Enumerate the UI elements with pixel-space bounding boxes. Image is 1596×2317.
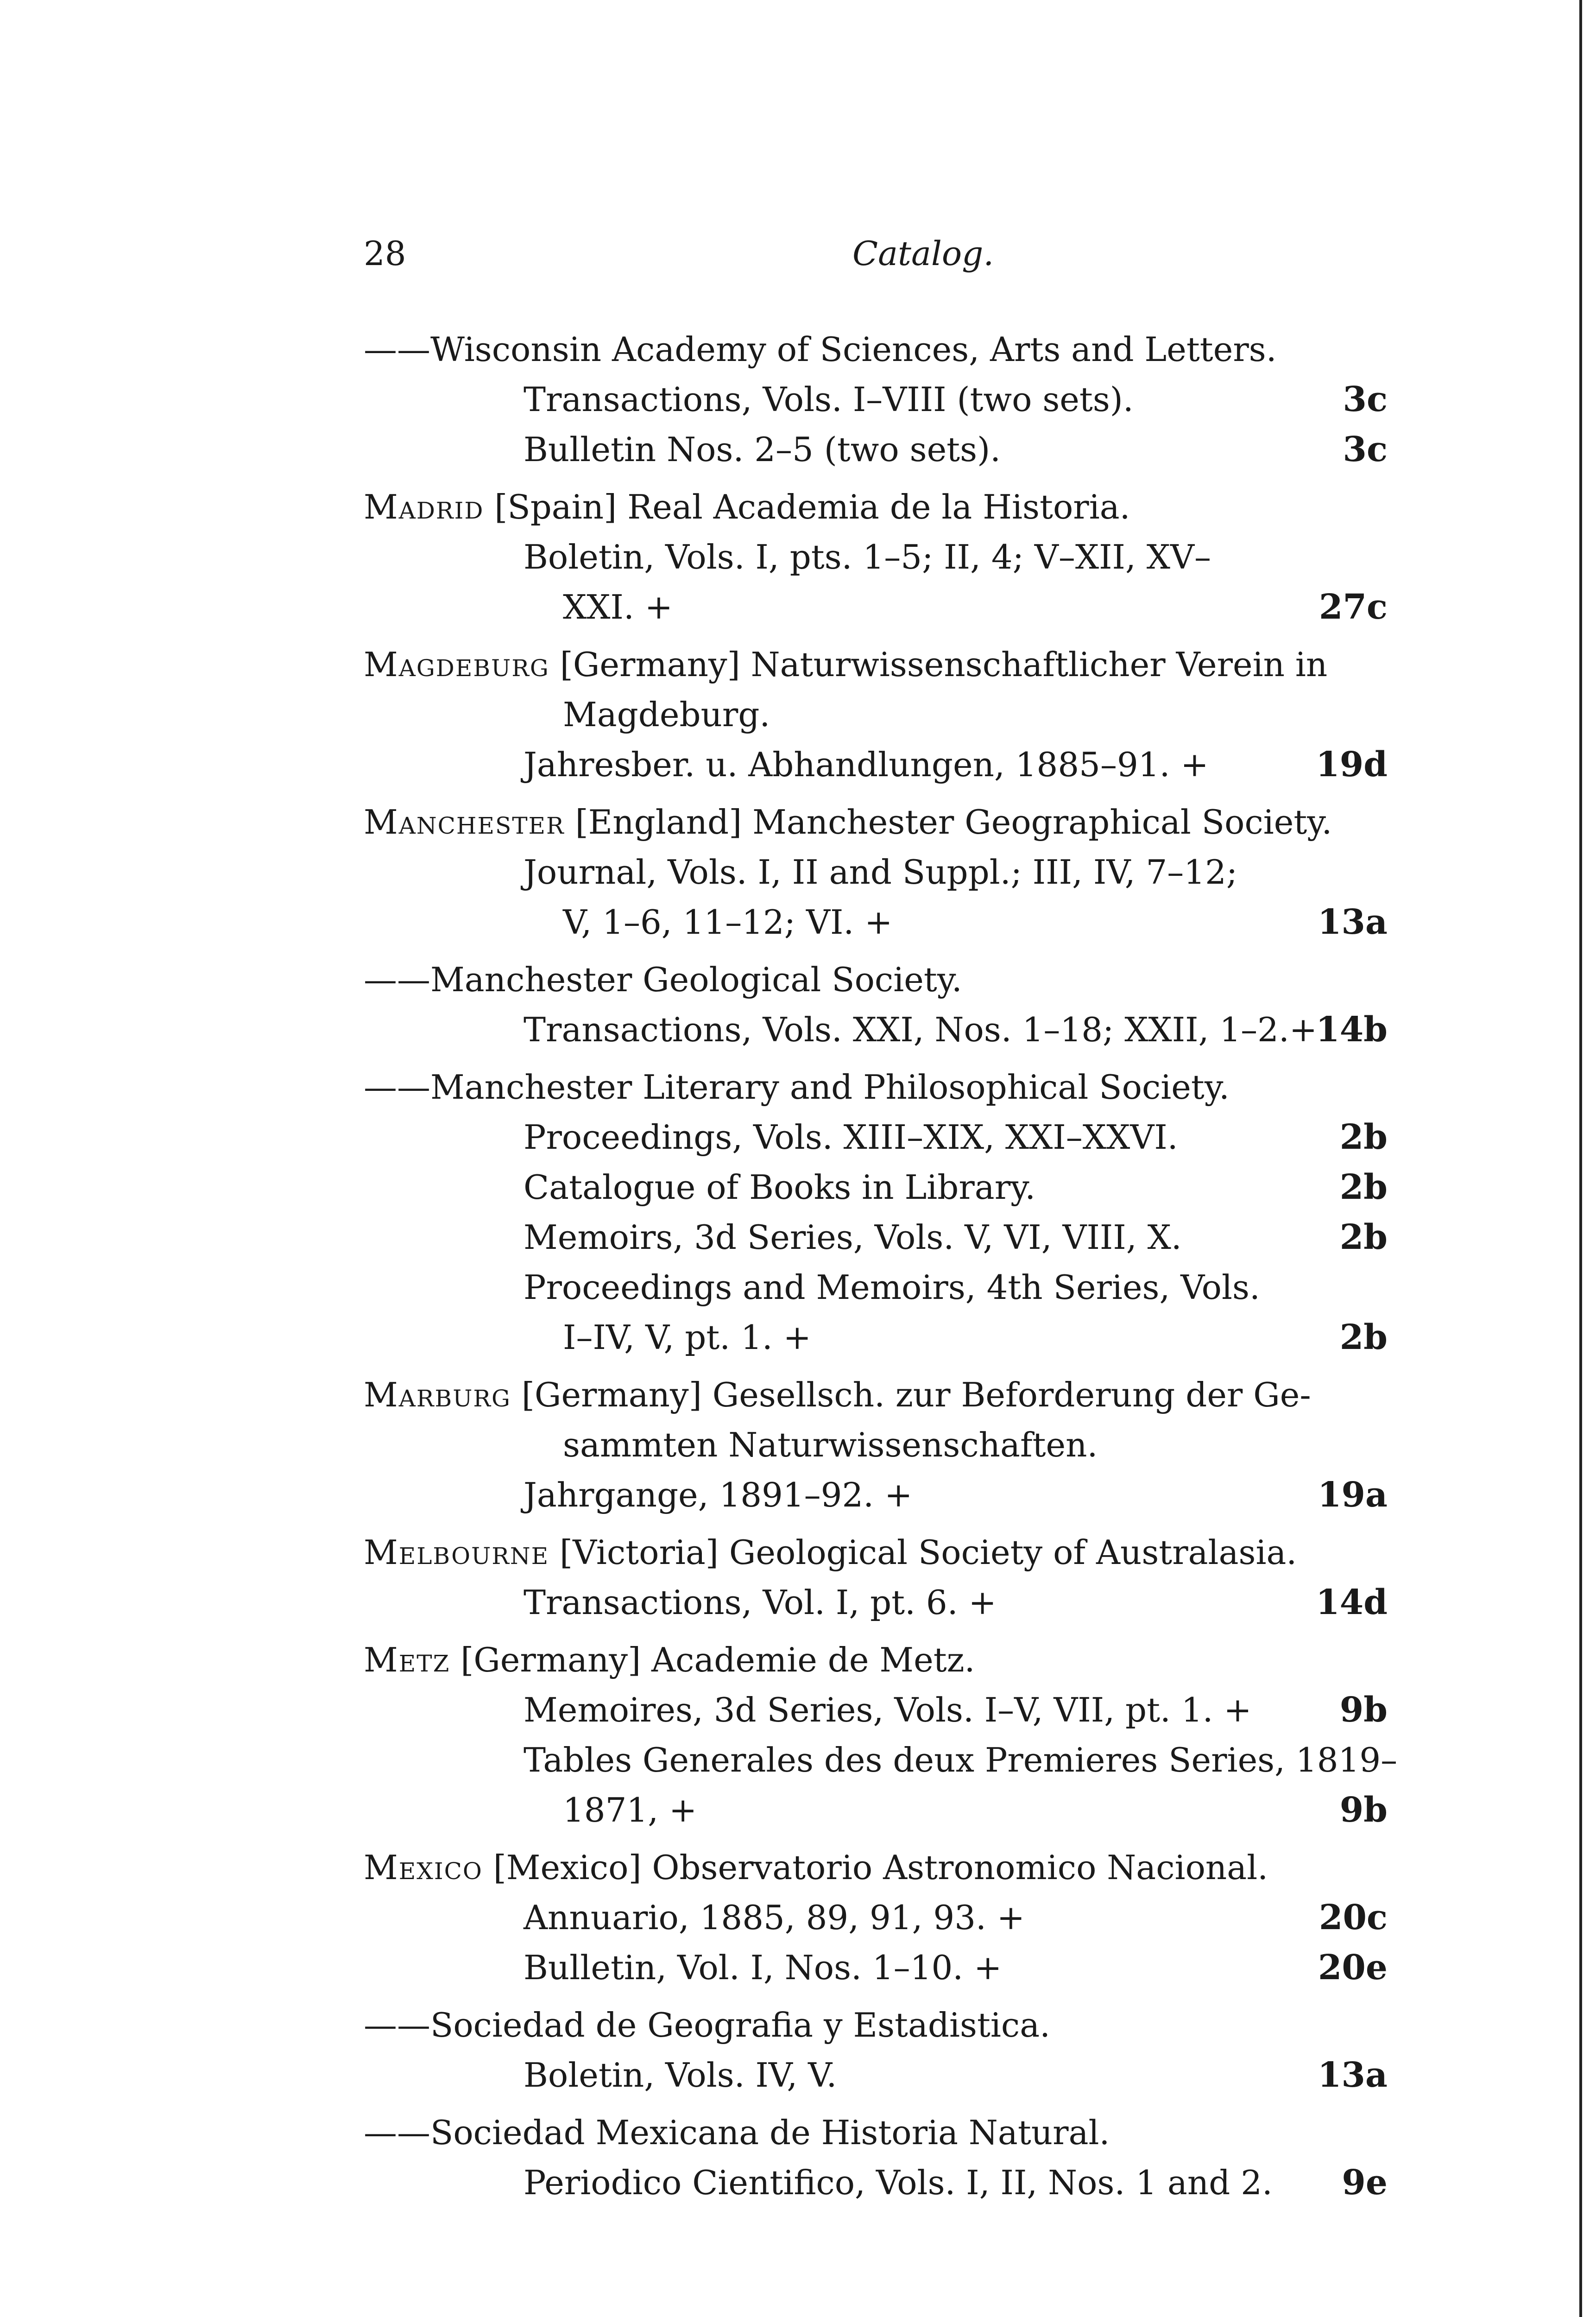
entry-text [563, 1785, 697, 1835]
shelf-mark: 20e [1318, 1948, 1388, 1988]
place-name: Marburg [364, 1375, 511, 1414]
shelf-mark: 2b [1339, 1167, 1388, 1207]
entry-text [524, 1262, 1260, 1312]
institution-line [364, 1527, 1388, 1577]
place-name: Magdeburg [364, 645, 549, 684]
holding-line [364, 1470, 1388, 1520]
institution-line [364, 2108, 1388, 2158]
entry-gap [364, 790, 1388, 797]
shelf-mark: 9b [1339, 1690, 1388, 1730]
place-name: Madrid [364, 487, 484, 526]
entry-description: Bulletin Nos. 2–5 (two sets). [524, 430, 1001, 469]
place-name: Manchester [364, 803, 565, 842]
entry-text [364, 797, 1332, 847]
holding-line [364, 2158, 1388, 2208]
entry-description: Periodico Cientifico, Vols. I, II, Nos. 1 and 2. [524, 2163, 1273, 2202]
holding-line [364, 1112, 1388, 1162]
entry-text [524, 1112, 1178, 1162]
place-name: Metz [364, 1640, 450, 1679]
holding-line [364, 1785, 1388, 1835]
entry-gap [364, 475, 1388, 482]
entry-description: Transactions, Vol. I, pt. 6. + [524, 1583, 997, 1622]
entry-text [364, 639, 1327, 690]
entry-text [563, 897, 893, 947]
entry-text [364, 1370, 1311, 1420]
shelf-mark: 9e [1342, 2163, 1388, 2203]
entry-description: I–IV, V, pt. 1. + [563, 1318, 811, 1357]
entry-text [524, 2158, 1273, 2208]
holding-line [364, 1262, 1388, 1312]
entry-text [364, 2108, 1110, 2158]
entry-description: [Mexico] Observatorio Astronomico Nacional. [482, 1848, 1268, 1887]
entry-description: Transactions, Vols. XXI, Nos. 1–18; XXII, 1–2.+ [524, 1010, 1318, 1049]
entry-description: Proceedings, Vols. XIII–XIX, XXI–XXVI. [524, 1118, 1178, 1157]
shelf-mark: 20c [1318, 1898, 1388, 1937]
entry-gap [364, 1627, 1388, 1635]
holding-line [364, 847, 1388, 897]
entry-description: Catalogue of Books in Library. [524, 1168, 1036, 1207]
entry-description: Transactions, Vols. I–VIII (two sets). [524, 380, 1134, 419]
entry-text [563, 1312, 811, 1362]
entry-description: ——Manchester Geological Society. [364, 960, 962, 999]
entry-description: [England] Manchester Geographical Society. [564, 803, 1332, 842]
entry-description: Memoirs, 3d Series, Vols. V, VI, VIII, X. [524, 1218, 1182, 1257]
holding-line [364, 1943, 1388, 1993]
entry-text [524, 847, 1237, 897]
entry-description: ——Sociedad de Geografia y Estadistica. [364, 2006, 1051, 2045]
holding-line [364, 740, 1388, 790]
entry-text [524, 1735, 1397, 1785]
shelf-mark: 14d [1316, 1583, 1388, 1622]
entry-text [364, 1527, 1297, 1577]
entry-text [524, 1577, 997, 1627]
entry-text [524, 1470, 912, 1520]
shelf-mark: 19a [1318, 1475, 1388, 1515]
entry-description: Proceedings and Memoirs, 4th Series, Vols. [524, 1268, 1260, 1307]
catalog-entries [364, 324, 1398, 2208]
holding-line [364, 1577, 1388, 1627]
entry-description: Bulletin, Vol. I, Nos. 1–10. + [524, 1948, 1002, 1987]
shelf-mark: 2b [1339, 1117, 1388, 1157]
holding-line [364, 424, 1388, 475]
holding-line [364, 1212, 1388, 1262]
institution-line [364, 955, 1388, 1005]
entry-gap [364, 1362, 1388, 1370]
entry-text [364, 2000, 1050, 2050]
page-number: 28 [364, 234, 406, 273]
place-name: Mexico [364, 1848, 483, 1887]
entry-text [524, 1893, 1025, 1943]
entry-description: V, 1–6, 11–12; VI. + [563, 903, 893, 942]
holding-line [364, 2050, 1388, 2100]
shelf-mark: 3c [1343, 430, 1388, 469]
entry-description: [Germany] Academie de Metz. [450, 1640, 975, 1679]
entry-description: Tables Generales des deux Premieres Series, 1819– [524, 1741, 1398, 1779]
entry-description: sammten Naturwissenschaften. [563, 1425, 1098, 1464]
shelf-mark: 19d [1316, 745, 1388, 785]
institution-line [364, 1420, 1388, 1470]
institution-line [364, 2000, 1388, 2050]
entry-text [364, 482, 1130, 532]
entry-gap [364, 2100, 1388, 2108]
entry-text [524, 740, 1209, 790]
entry-description: Jahrgange, 1891–92. + [524, 1475, 913, 1514]
entry-gap [364, 632, 1388, 639]
entry-gap [364, 1520, 1388, 1527]
entry-text [364, 1635, 975, 1685]
entry-text [524, 424, 1001, 475]
holding-line [364, 1735, 1398, 1785]
shelf-mark: 2b [1339, 1317, 1388, 1357]
entry-description: Boletin, Vols. IV, V. [524, 2056, 837, 2095]
entry-text [524, 1162, 1035, 1212]
entry-description: Annuario, 1885, 89, 91, 93. + [524, 1898, 1025, 1937]
entry-gap [364, 947, 1388, 955]
entry-description: [Germany] Gesellsch. zur Beforderung der Ge- [511, 1375, 1311, 1414]
shelf-mark: 9b [1339, 1790, 1388, 1830]
entry-text [563, 1420, 1098, 1470]
institution-line [364, 1062, 1388, 1112]
entry-description: [Victoria] Geological Society of Australasia. [549, 1533, 1297, 1572]
institution-line [364, 639, 1388, 690]
holding-line [364, 1312, 1388, 1362]
entry-text [524, 1212, 1182, 1262]
shelf-mark: 3c [1343, 380, 1388, 419]
shelf-mark: 13a [1318, 2055, 1388, 2095]
holding-line [364, 1162, 1388, 1212]
holding-line [364, 1005, 1388, 1055]
entry-text [524, 532, 1211, 582]
running-head: Catalog. [852, 234, 994, 273]
entry-text [364, 1062, 1230, 1112]
entry-description: [Spain] Real Academia de la Historia. [484, 487, 1130, 526]
institution-line [364, 690, 1388, 740]
shelf-mark: 13a [1318, 902, 1388, 942]
entry-description: 1871, + [563, 1791, 697, 1830]
entry-text [524, 1005, 1317, 1055]
entry-text [563, 582, 673, 632]
shelf-mark: 2b [1339, 1217, 1388, 1257]
holding-line [364, 1893, 1388, 1943]
place-name: Melbourne [364, 1533, 549, 1572]
shelf-mark: 27c [1318, 587, 1388, 627]
holding-line [364, 374, 1388, 424]
entry-description: XXI. + [563, 588, 673, 627]
entry-description: ——Sociedad Mexicana de Historia Natural. [364, 2113, 1110, 2152]
entry-text [524, 2050, 837, 2100]
institution-line [364, 1370, 1388, 1420]
entry-gap [364, 1055, 1388, 1062]
entry-description: [Germany] Naturwissenschaftlicher Verein in [549, 645, 1328, 684]
shelf-mark: 14b [1316, 1010, 1388, 1050]
entry-text [364, 324, 1277, 374]
page-header [364, 234, 1388, 290]
holding-line [364, 582, 1388, 632]
institution-line [364, 797, 1388, 847]
entry-description: Boletin, Vols. I, pts. 1–5; II, 4; V–XII, XV– [524, 538, 1211, 576]
holding-line [364, 532, 1388, 582]
entry-text [364, 1842, 1268, 1893]
entry-description: ——Manchester Literary and Philosophical Society. [364, 1068, 1230, 1107]
entry-description: ——Wisconsin Academy of Sciences, Arts and Letters. [364, 330, 1277, 369]
holding-line [364, 1685, 1388, 1735]
institution-line [364, 1842, 1388, 1893]
entry-gap [364, 1993, 1388, 2000]
page-edge-right [1579, 0, 1582, 2317]
institution-line [364, 482, 1388, 532]
entry-description: Jahresber. u. Abhandlungen, 1885–91. + [524, 745, 1209, 784]
institution-line [364, 1635, 1388, 1685]
entry-text [524, 1685, 1252, 1735]
entry-description: Journal, Vols. I, II and Suppl.; III, IV, 7–12; [524, 853, 1238, 892]
entry-text [563, 690, 770, 740]
institution-line [364, 324, 1388, 374]
entry-text [524, 374, 1134, 424]
holding-line [364, 897, 1388, 947]
entry-description: Memoires, 3d Series, Vols. I–V, VII, pt. 1. + [524, 1690, 1252, 1729]
entry-text [364, 955, 962, 1005]
entry-description: Magdeburg. [563, 695, 770, 734]
entry-text [524, 1943, 1002, 1993]
entry-gap [364, 1835, 1388, 1842]
